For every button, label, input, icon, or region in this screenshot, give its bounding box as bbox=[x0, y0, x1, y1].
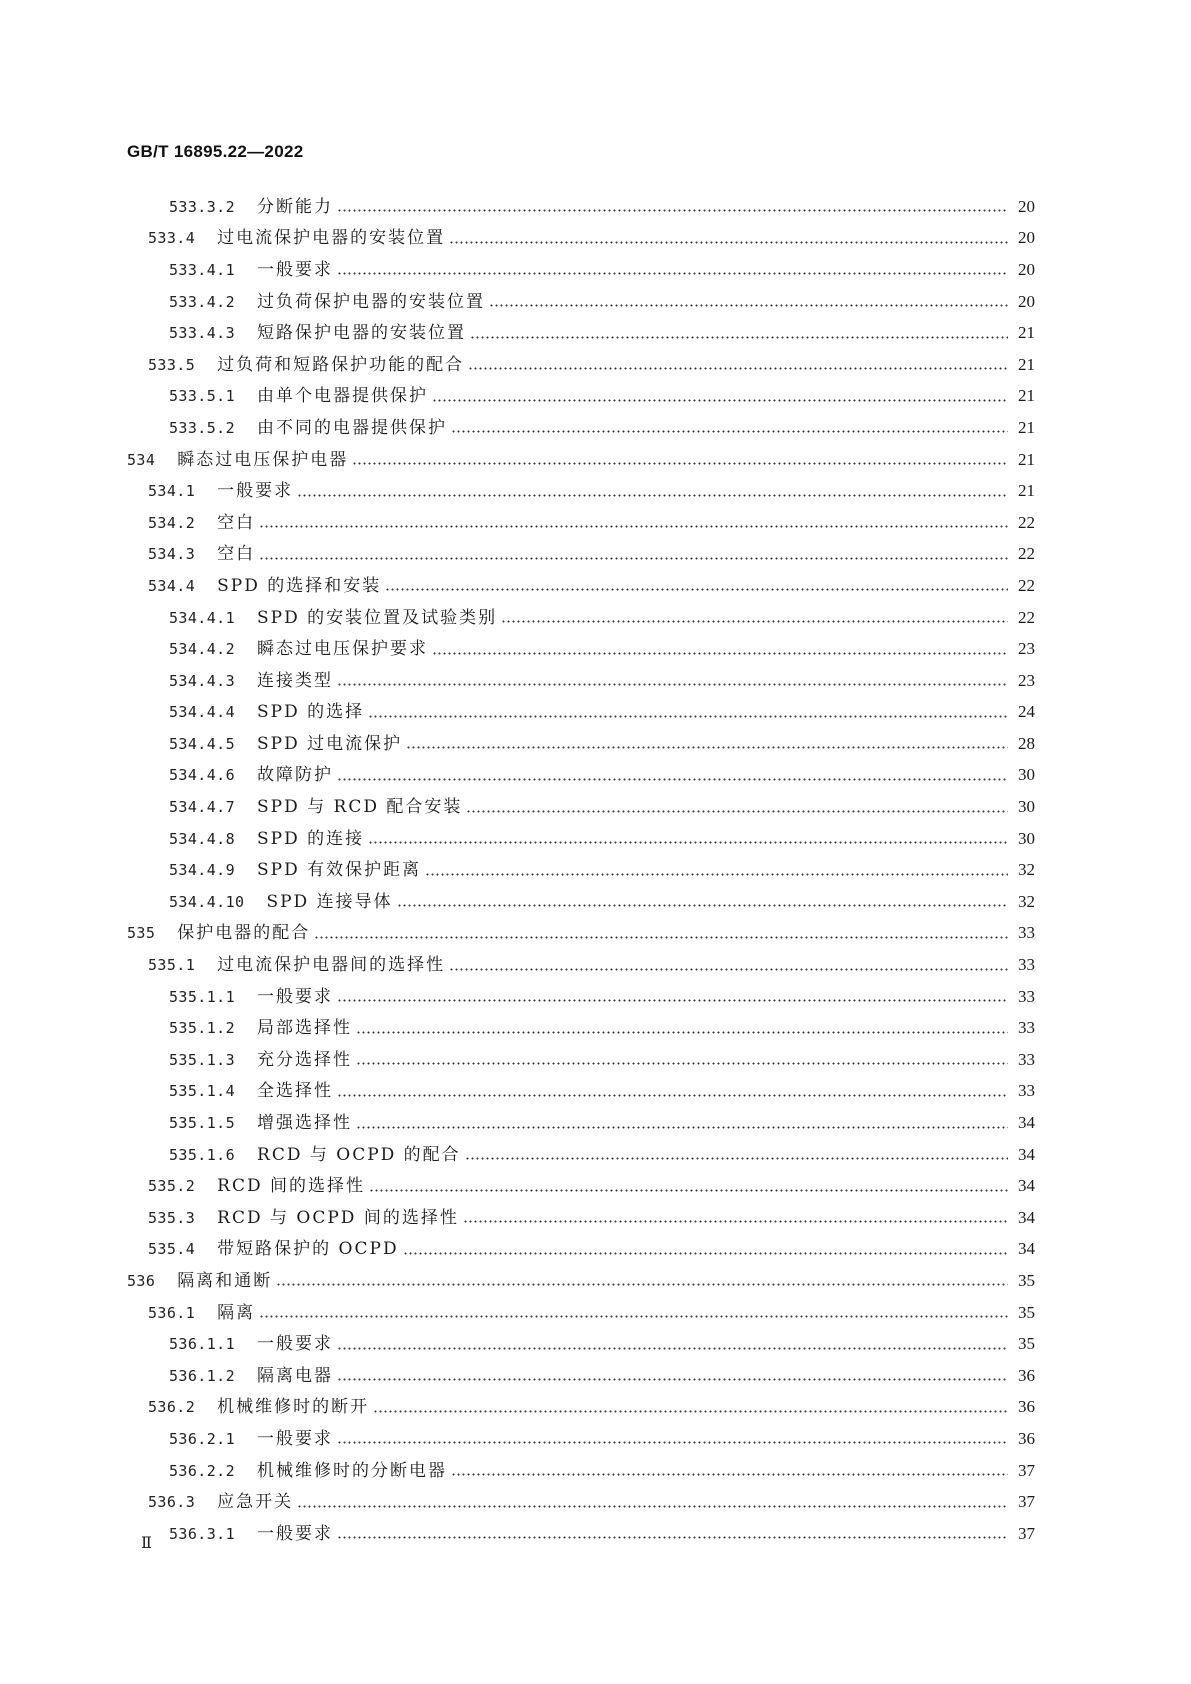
toc-entry-number: 536.1.2 bbox=[169, 1366, 236, 1385]
toc-entry-number: 534.4.8 bbox=[169, 829, 236, 848]
toc-entry-title: 短路保护电器的安装位置 bbox=[257, 323, 467, 344]
toc-entry-title: 空白 bbox=[217, 544, 256, 565]
table-of-contents bbox=[0, 191, 1191, 1550]
toc-entry-title: 全选择性 bbox=[257, 1081, 334, 1102]
dot-leader bbox=[337, 999, 1008, 1002]
dot-leader bbox=[466, 810, 1008, 813]
dot-leader bbox=[397, 904, 1008, 907]
toc-entry-title: 过负荷保护电器的安装位置 bbox=[257, 291, 486, 312]
toc-entry-title: 一般要求 bbox=[217, 481, 294, 502]
toc-entry-title: 增强选择性 bbox=[257, 1113, 353, 1134]
toc-entry[interactable] bbox=[0, 1392, 1191, 1424]
dot-leader bbox=[403, 1252, 1008, 1255]
dot-leader bbox=[259, 525, 1008, 528]
dot-leader bbox=[369, 1189, 1008, 1192]
toc-entry-title: 机械维修时的分断电器 bbox=[257, 1460, 448, 1481]
dot-leader bbox=[470, 336, 1008, 339]
toc-entry-page: 20 bbox=[1018, 291, 1035, 311]
toc-entry-number: 535.3 bbox=[148, 1208, 196, 1227]
toc-entry-page: 21 bbox=[1018, 481, 1035, 501]
toc-entry-page: 36 bbox=[1018, 1365, 1035, 1385]
dot-leader bbox=[356, 1062, 1008, 1065]
toc-entry-page: 35 bbox=[1018, 1334, 1035, 1354]
toc-entry-number: 536.2.2 bbox=[169, 1461, 236, 1480]
toc-entry-number: 535.2 bbox=[148, 1177, 196, 1196]
dot-leader bbox=[373, 1410, 1008, 1413]
toc-entry[interactable] bbox=[0, 1265, 1191, 1297]
toc-entry-number: 533.5 bbox=[148, 355, 196, 374]
toc-entry-page: 22 bbox=[1018, 575, 1035, 595]
toc-entry-number: 533.5.2 bbox=[169, 418, 236, 437]
toc-entry-title: SPD 与 RCD 配合安装 bbox=[257, 797, 463, 818]
toc-entry-number: 534 bbox=[127, 450, 156, 469]
toc-entry[interactable] bbox=[0, 254, 1191, 286]
toc-entry[interactable] bbox=[0, 286, 1191, 318]
toc-entry-number: 535.1.2 bbox=[169, 1019, 236, 1038]
dot-leader bbox=[297, 494, 1008, 497]
dot-leader bbox=[432, 652, 1008, 655]
dot-leader bbox=[356, 1031, 1008, 1034]
toc-entry[interactable] bbox=[0, 317, 1191, 349]
toc-entry[interactable] bbox=[0, 1297, 1191, 1329]
toc-entry[interactable] bbox=[0, 949, 1191, 981]
toc-entry-number: 533.5.1 bbox=[169, 387, 236, 406]
toc-entry-title: 过电流保护电器间的选择性 bbox=[217, 955, 446, 976]
toc-entry-page: 34 bbox=[1018, 1113, 1035, 1133]
toc-entry-title: RCD 间的选择性 bbox=[217, 1176, 365, 1197]
dot-leader bbox=[259, 557, 1008, 560]
toc-entry-number: 536.1 bbox=[148, 1303, 196, 1322]
toc-entry-page: 20 bbox=[1018, 228, 1035, 248]
toc-entry-title: 隔离和通断 bbox=[177, 1270, 273, 1291]
dot-leader bbox=[449, 968, 1008, 971]
toc-entry-page: 20 bbox=[1018, 196, 1035, 216]
toc-entry[interactable] bbox=[0, 665, 1191, 697]
toc-entry-title: 应急开关 bbox=[217, 1492, 294, 1513]
toc-entry-number: 535.1.1 bbox=[169, 987, 236, 1006]
dot-leader bbox=[368, 715, 1008, 718]
toc-entry-page: 22 bbox=[1018, 512, 1035, 532]
dot-leader bbox=[314, 936, 1008, 939]
toc-entry[interactable] bbox=[0, 1455, 1191, 1487]
dot-leader bbox=[463, 1220, 1008, 1223]
dot-leader bbox=[356, 1126, 1008, 1129]
toc-entry-page: 33 bbox=[1018, 923, 1035, 943]
dot-leader bbox=[337, 1094, 1008, 1097]
toc-entry[interactable] bbox=[0, 1044, 1191, 1076]
toc-entry[interactable] bbox=[0, 633, 1191, 665]
toc-entry-number: 533.4 bbox=[148, 229, 196, 248]
toc-entry[interactable] bbox=[0, 1076, 1191, 1108]
toc-entry[interactable] bbox=[0, 1139, 1191, 1171]
toc-entry-page: 36 bbox=[1018, 1428, 1035, 1448]
toc-entry-number: 533.4.3 bbox=[169, 324, 236, 343]
toc-entry-number: 533.3.2 bbox=[169, 197, 236, 216]
toc-entry[interactable] bbox=[0, 1234, 1191, 1266]
toc-entry[interactable] bbox=[0, 760, 1191, 792]
toc-entry-page: 22 bbox=[1018, 607, 1035, 627]
toc-entry[interactable] bbox=[0, 1012, 1191, 1044]
toc-entry[interactable] bbox=[0, 1518, 1191, 1550]
toc-entry-number: 534.3 bbox=[148, 545, 196, 564]
toc-entry-number: 536.1.1 bbox=[169, 1335, 236, 1354]
toc-entry[interactable] bbox=[0, 223, 1191, 255]
dot-leader bbox=[451, 1473, 1008, 1476]
toc-entry-number: 534.4.7 bbox=[169, 798, 236, 817]
toc-entry-page: 30 bbox=[1018, 765, 1035, 785]
toc-entry-number: 533.4.2 bbox=[169, 292, 236, 311]
toc-entry-title: 保护电器的配合 bbox=[177, 923, 311, 944]
toc-entry[interactable] bbox=[0, 602, 1191, 634]
toc-entry-page: 36 bbox=[1018, 1397, 1035, 1417]
toc-entry-title: SPD 的连接 bbox=[257, 828, 365, 849]
toc-entry-page: 35 bbox=[1018, 1270, 1035, 1290]
toc-entry-title: 分断能力 bbox=[257, 196, 334, 217]
toc-entry-title: 隔离电器 bbox=[257, 1365, 334, 1386]
toc-entry[interactable] bbox=[0, 854, 1191, 886]
toc-entry-page: 34 bbox=[1018, 1176, 1035, 1196]
toc-entry-number: 536.2 bbox=[148, 1398, 196, 1417]
toc-entry-title: 一般要求 bbox=[257, 986, 334, 1007]
toc-entry-title: 瞬态过电压保护电器 bbox=[177, 449, 349, 470]
toc-entry[interactable] bbox=[0, 981, 1191, 1013]
toc-entry-number: 535 bbox=[127, 924, 156, 943]
toc-entry-title: 过负荷和短路保护功能的配合 bbox=[217, 354, 465, 375]
toc-entry-title: 一般要求 bbox=[257, 1334, 334, 1355]
toc-entry-number: 535.1.5 bbox=[169, 1114, 236, 1133]
toc-entry-title: 带短路保护的 OCPD bbox=[217, 1239, 399, 1260]
toc-entry-number: 535.1.3 bbox=[169, 1050, 236, 1069]
toc-entry-title: 一般要求 bbox=[257, 1428, 334, 1449]
dot-leader bbox=[465, 1157, 1008, 1160]
toc-entry[interactable] bbox=[0, 444, 1191, 476]
toc-entry-page: 33 bbox=[1018, 1049, 1035, 1069]
dot-leader bbox=[337, 778, 1008, 781]
toc-entry-page: 21 bbox=[1018, 354, 1035, 374]
toc-entry-number: 534.4.5 bbox=[169, 734, 236, 753]
toc-entry-number: 535.1 bbox=[148, 956, 196, 975]
dot-leader bbox=[432, 399, 1008, 402]
toc-entry-title: SPD 的安装位置及试验类别 bbox=[257, 607, 498, 628]
dot-leader bbox=[501, 620, 1008, 623]
toc-entry-number: 534.4 bbox=[148, 576, 196, 595]
toc-entry-page: 32 bbox=[1018, 891, 1035, 911]
toc-entry-page: 34 bbox=[1018, 1207, 1035, 1227]
toc-entry-title: 充分选择性 bbox=[257, 1049, 353, 1070]
toc-entry-page: 37 bbox=[1018, 1492, 1035, 1512]
toc-entry-page: 37 bbox=[1018, 1523, 1035, 1543]
toc-entry-number: 535.1.4 bbox=[169, 1082, 236, 1101]
dot-leader bbox=[337, 209, 1008, 212]
toc-entry-page: 33 bbox=[1018, 955, 1035, 975]
dot-leader bbox=[449, 241, 1008, 244]
toc-entry[interactable] bbox=[0, 507, 1191, 539]
toc-entry[interactable] bbox=[0, 886, 1191, 918]
toc-entry-title: 一般要求 bbox=[257, 1523, 334, 1544]
toc-entry-number: 534.4.3 bbox=[169, 671, 236, 690]
toc-entry-title: 由单个电器提供保护 bbox=[257, 386, 429, 407]
toc-entry-number: 536.3.1 bbox=[169, 1524, 236, 1543]
toc-entry[interactable] bbox=[0, 823, 1191, 855]
toc-entry[interactable] bbox=[0, 1423, 1191, 1455]
toc-entry-number: 534.4.6 bbox=[169, 766, 236, 785]
toc-entry-title: 局部选择性 bbox=[257, 1018, 353, 1039]
toc-entry-number: 534.4.2 bbox=[169, 640, 236, 659]
toc-entry-page: 34 bbox=[1018, 1144, 1035, 1164]
dot-leader bbox=[297, 1505, 1008, 1508]
toc-entry-title: 故障防护 bbox=[257, 765, 334, 786]
toc-entry-page: 33 bbox=[1018, 1018, 1035, 1038]
dot-leader bbox=[385, 588, 1008, 591]
dot-leader bbox=[337, 1441, 1008, 1444]
dot-leader bbox=[368, 841, 1008, 844]
toc-entry-page: 30 bbox=[1018, 828, 1035, 848]
dot-leader bbox=[337, 1378, 1008, 1381]
toc-entry-number: 533.4.1 bbox=[169, 260, 236, 279]
toc-entry-page: 37 bbox=[1018, 1460, 1035, 1480]
toc-entry-title: 过电流保护电器的安装位置 bbox=[217, 228, 446, 249]
toc-entry-page: 34 bbox=[1018, 1239, 1035, 1259]
toc-entry-page: 21 bbox=[1018, 323, 1035, 343]
toc-entry[interactable] bbox=[0, 412, 1191, 444]
toc-entry-number: 536 bbox=[127, 1271, 156, 1290]
dot-leader bbox=[406, 746, 1008, 749]
toc-entry-number: 534.2 bbox=[148, 513, 196, 532]
toc-entry[interactable] bbox=[0, 570, 1191, 602]
toc-entry[interactable] bbox=[0, 791, 1191, 823]
toc-entry[interactable] bbox=[0, 381, 1191, 413]
toc-entry-title: 由不同的电器提供保护 bbox=[257, 417, 448, 438]
toc-entry-title: 机械维修时的断开 bbox=[217, 1397, 370, 1418]
toc-entry-page: 20 bbox=[1018, 259, 1035, 279]
toc-entry-page: 33 bbox=[1018, 1081, 1035, 1101]
toc-entry-page: 23 bbox=[1018, 639, 1035, 659]
toc-entry-title: SPD 有效保护距离 bbox=[257, 860, 422, 881]
toc-entry[interactable] bbox=[0, 475, 1191, 507]
toc-entry[interactable] bbox=[0, 1170, 1191, 1202]
document-header-standard-number: GB/T 16895.22—2022 bbox=[127, 142, 304, 161]
toc-entry-number: 535.4 bbox=[148, 1240, 196, 1259]
toc-entry-page: 24 bbox=[1018, 702, 1035, 722]
toc-entry-page: 33 bbox=[1018, 986, 1035, 1006]
toc-entry-title: SPD 过电流保护 bbox=[257, 733, 403, 754]
toc-entry[interactable] bbox=[0, 697, 1191, 729]
toc-entry[interactable] bbox=[0, 1107, 1191, 1139]
toc-entry-title: RCD 与 OCPD 的配合 bbox=[257, 1144, 461, 1165]
dot-leader bbox=[337, 1347, 1008, 1350]
dot-leader bbox=[489, 304, 1008, 307]
toc-entry-title: 连接类型 bbox=[257, 670, 334, 691]
toc-entry[interactable] bbox=[0, 1360, 1191, 1392]
toc-entry-number: 536.3 bbox=[148, 1493, 196, 1512]
toc-entry-page: 21 bbox=[1018, 449, 1035, 469]
toc-entry-title: RCD 与 OCPD 间的选择性 bbox=[217, 1207, 459, 1228]
toc-entry[interactable] bbox=[0, 349, 1191, 381]
dot-leader bbox=[468, 367, 1008, 370]
toc-entry-page: 22 bbox=[1018, 544, 1035, 564]
toc-entry-number: 534.4.9 bbox=[169, 861, 236, 880]
toc-entry-page: 30 bbox=[1018, 797, 1035, 817]
dot-leader bbox=[276, 1283, 1008, 1286]
toc-entry[interactable] bbox=[0, 1486, 1191, 1518]
toc-entry-title: 瞬态过电压保护要求 bbox=[257, 639, 429, 660]
toc-entry-number: 534.4.4 bbox=[169, 703, 236, 722]
toc-entry-page: 35 bbox=[1018, 1302, 1035, 1322]
toc-entry-title: 空白 bbox=[217, 512, 256, 533]
toc-entry[interactable] bbox=[0, 728, 1191, 760]
dot-leader bbox=[451, 430, 1008, 433]
toc-entry-number: 535.1.6 bbox=[169, 1145, 236, 1164]
toc-entry-number: 534.4.10 bbox=[169, 892, 245, 911]
toc-entry[interactable] bbox=[0, 539, 1191, 571]
toc-entry-page: 23 bbox=[1018, 670, 1035, 690]
toc-entry-title: 隔离 bbox=[217, 1302, 256, 1323]
toc-entry-title: SPD 的选择 bbox=[257, 702, 365, 723]
dot-leader bbox=[259, 1315, 1008, 1318]
page-number: Ⅱ bbox=[141, 1535, 152, 1552]
toc-entry-title: SPD 连接导体 bbox=[266, 891, 393, 912]
toc-entry-title: 一般要求 bbox=[257, 259, 334, 280]
toc-entry[interactable] bbox=[0, 1328, 1191, 1360]
toc-entry[interactable] bbox=[0, 191, 1191, 223]
toc-entry-page: 32 bbox=[1018, 860, 1035, 880]
toc-entry-page: 28 bbox=[1018, 733, 1035, 753]
toc-entry-number: 536.2.1 bbox=[169, 1429, 236, 1448]
toc-entry-title: SPD 的选择和安装 bbox=[217, 575, 382, 596]
toc-entry-page: 21 bbox=[1018, 386, 1035, 406]
dot-leader bbox=[337, 1536, 1008, 1539]
dot-leader bbox=[425, 873, 1008, 876]
dot-leader bbox=[337, 683, 1008, 686]
toc-entry-number: 534.4.1 bbox=[169, 608, 236, 627]
toc-entry[interactable] bbox=[0, 918, 1191, 950]
dot-leader bbox=[352, 462, 1008, 465]
toc-entry-page: 21 bbox=[1018, 417, 1035, 437]
toc-entry[interactable] bbox=[0, 1202, 1191, 1234]
dot-leader bbox=[337, 272, 1008, 275]
toc-entry-number: 534.1 bbox=[148, 482, 196, 501]
